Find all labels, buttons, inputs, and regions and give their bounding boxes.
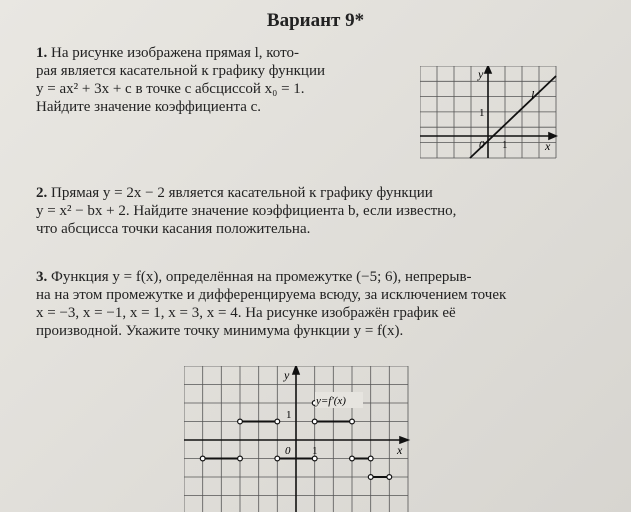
task-1-line-4: Найдите значение коэффициента c. [36,99,262,115]
task-1-line-2: рая является касательной к графику функции [36,63,326,79]
task-1-line-label: l [531,88,535,102]
derivative-curve-label: y=f'(x) [316,395,346,407]
task-1-y-label: y [478,67,484,81]
task-3-zero: 0 [285,445,291,457]
task-1-zero: 0 [479,139,485,151]
task-1-graph [420,66,560,162]
task-3-x-one: 1 [312,445,318,457]
task-1-line-3: y = ax² + 3x + c в точке с абсциссой x₀ = 1. [36,81,305,97]
task-3-number: 3. [36,269,48,285]
task-2-line-3: что абсцисса точки касания положительна. [36,221,311,237]
task-1-x-label: x [545,139,551,153]
task-1-number: 1. [36,45,48,61]
task-3-x-label: x [397,443,403,457]
variant-title: Вариант 9* [266,10,365,31]
task-1 [36,44,386,116]
task-3-line-4: производной. Укажите точку минимума функции y = f(x). [36,323,404,339]
task-3 [36,268,596,340]
task-2-line-1: 2. Прямая y = 2x − 2 является касательной к графику функции [36,185,433,201]
task-3-y-label: y [284,368,290,382]
task-3-derivative-graph [184,366,412,512]
task-3-y-one: 1 [286,409,292,421]
task-1-line-1: 1. На рисунке изображена прямая l, кото- [36,45,299,61]
task-2-line-2: y = x² − bx + 2. Найдите значение коэффициента b, если известно, [36,203,457,219]
task-3-line-3: x = −3, x = −1, x = 1, x = 3, x = 4. На рисунке изображён график её [36,305,456,321]
task-3-line-1: 3. Функция y = f(x), определённая на промежутке (−5; 6), непрерыв- [36,269,472,285]
task-2-number: 2. [36,185,48,201]
task-2 [36,184,596,238]
task-3-axes [184,366,408,512]
task-1-x-one: 1 [502,139,508,151]
task-3-line-2: на на этом промежутке и дифференцируема всюду, за исключением точек [36,287,507,303]
task-1-y-one: 1 [479,107,485,119]
